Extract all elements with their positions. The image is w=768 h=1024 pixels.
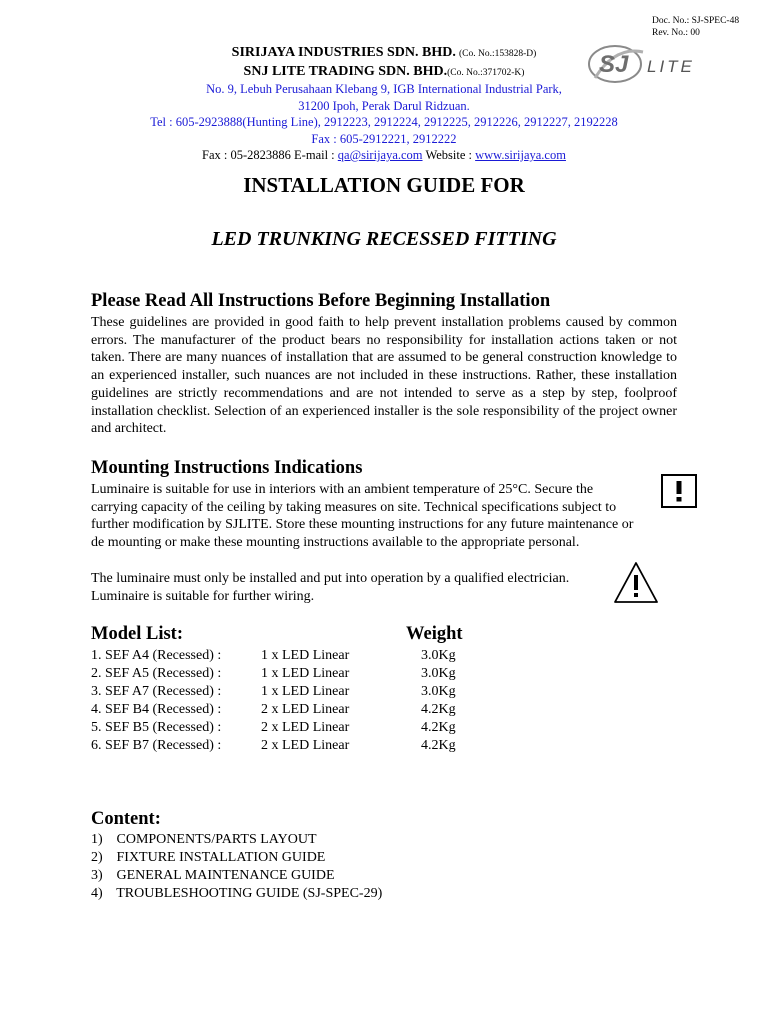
- content-item-number: 2): [91, 850, 103, 865]
- address-line-1: No. 9, Lebuh Perusahaan Klebang 9, IGB International Industrial Park,: [206, 82, 562, 96]
- content-item: [91, 831, 382, 849]
- model-row: [91, 665, 491, 683]
- model-name: 3. SEF A7 (Recessed) :: [91, 684, 222, 699]
- content-item-text: FIXTURE INSTALLATION GUIDE: [116, 850, 326, 865]
- fax-email-prefix: Fax : 05-2823886 E-mail :: [202, 148, 335, 162]
- mounting-paragraph-2: [91, 570, 631, 605]
- telephone-line: Tel : 605-2923888(Hunting Line), 2912223, 2912224, 2912225, 2912226, 2912227, 2192228: [150, 115, 618, 129]
- website-link[interactable]: www.sirijaya.com: [475, 148, 566, 162]
- read-instructions-heading: Please Read All Instructions Before Beginning Installation: [91, 291, 551, 311]
- warning-triangle-icon: [612, 560, 660, 606]
- model-list: [91, 647, 491, 755]
- content-item-number: 1): [91, 832, 103, 847]
- fax-line: Fax : 605-2912221, 2912222: [311, 131, 457, 146]
- model-name: 4. SEF B4 (Recessed) :: [91, 702, 222, 717]
- mounting-line: The luminaire must only be installed and put into operation by a qualified electrician.: [91, 571, 570, 586]
- doc-number: Doc. No.: SJ-SPEC-48: [652, 16, 740, 26]
- model-name: 2. SEF A5 (Recessed) :: [91, 666, 222, 681]
- sjlite-logo: [585, 38, 725, 88]
- model-type: 1 x LED Linear: [261, 684, 350, 699]
- model-row: [91, 737, 491, 755]
- model-weight: 3.0Kg: [421, 666, 456, 681]
- company-2-reg: (Co. No.:371702-K): [447, 67, 525, 78]
- content-item-number: 3): [91, 868, 103, 883]
- document-reference: [652, 15, 739, 39]
- content-item-number: 4): [91, 886, 103, 901]
- mounting-heading: Mounting Instructions Indications: [91, 458, 363, 478]
- content-item-text: GENERAL MAINTENANCE GUIDE: [116, 868, 335, 883]
- mounting-line: Luminaire is suitable for use in interiors with an ambient temperature of 25°C. Secure the: [91, 482, 594, 497]
- model-row: [91, 647, 491, 665]
- model-type: 1 x LED Linear: [261, 648, 350, 663]
- company-1-line: [140, 44, 628, 63]
- model-weight: 4.2Kg: [421, 738, 456, 753]
- company-2-name: SNJ LITE TRADING SDN. BHD.: [243, 63, 448, 79]
- product-title: LED TRUNKING RECESSED FITTING: [211, 228, 557, 250]
- model-weight: 4.2Kg: [421, 702, 456, 717]
- content-item: [91, 849, 382, 867]
- model-weight: 4.2Kg: [421, 720, 456, 735]
- logo-text: LITE: [647, 57, 695, 76]
- mounting-line: further modification by SJLITE. Store these mounting instructions for any future maintenance or: [91, 517, 634, 533]
- revision-number: Rev. No.: 00: [652, 28, 700, 38]
- content-item: [91, 885, 382, 903]
- model-weight: 3.0Kg: [421, 684, 456, 699]
- mounting-line: de mounting or make these mounting instructions available to the appropriate personal.: [91, 535, 580, 551]
- guide-title: INSTALLATION GUIDE FOR: [243, 173, 525, 197]
- model-row: [91, 719, 491, 737]
- weight-heading: Weight: [406, 624, 463, 644]
- model-type: 2 x LED Linear: [261, 702, 350, 717]
- model-type: 2 x LED Linear: [261, 720, 350, 735]
- content-list: [91, 831, 382, 903]
- logo-monogram: SJ: [599, 51, 629, 78]
- content-item: [91, 867, 382, 885]
- mounting-line: Luminaire is suitable for further wiring.: [91, 588, 315, 604]
- content-item-text: TROUBLESHOOTING GUIDE (SJ-SPEC-29): [116, 886, 383, 901]
- address-line-2: 31200 Ipoh, Perak Darul Ridzuan.: [298, 98, 470, 113]
- website-prefix: Website :: [425, 148, 472, 162]
- model-type: 1 x LED Linear: [261, 666, 350, 681]
- company-1-name: SIRIJAYA INDUSTRIES SDN. BHD.: [231, 45, 456, 60]
- mounting-line: carrying capacity of the ceiling by taking measures on site. Technical specifications subject to: [91, 499, 617, 515]
- model-list-heading: Model List:: [91, 624, 183, 644]
- model-name: 1. SEF A4 (Recessed) :: [91, 648, 222, 663]
- exclamation-box-icon: [661, 474, 697, 508]
- model-row: [91, 683, 491, 701]
- model-weight: 3.0Kg: [421, 648, 456, 663]
- model-name: 5. SEF B5 (Recessed) :: [91, 720, 222, 735]
- content-heading: Content:: [91, 809, 161, 829]
- letterhead: [140, 44, 628, 164]
- content-item-text: COMPONENTS/PARTS LAYOUT: [116, 832, 317, 847]
- email-link[interactable]: qa@sirijaya.com: [337, 148, 423, 162]
- model-row: [91, 701, 491, 719]
- company-1-reg: (Co. No.:153828-D): [459, 49, 537, 59]
- contact-line: [140, 147, 628, 164]
- read-instructions-body: These guidelines are provided in good faith to help prevent installation problems caused by common errors. The manufacturer of the product bears no responsibility for installation actions taken or not taken. There are many nuances of installation that are assumed to be general construction knowledge to an experienced installer, such nuances are not included in these instructions. Rather, these installation guidelines are strictly recommendations and are not intended to serve as a step by step, foolproof installation checklist. Selection of an experienced installer is the sole responsibility of the project owner and architect.: [91, 315, 677, 437]
- model-type: 2 x LED Linear: [261, 738, 350, 753]
- company-2-line: [140, 63, 628, 82]
- model-name: 6. SEF B7 (Recessed) :: [91, 738, 222, 753]
- mounting-paragraph-1: [91, 481, 681, 552]
